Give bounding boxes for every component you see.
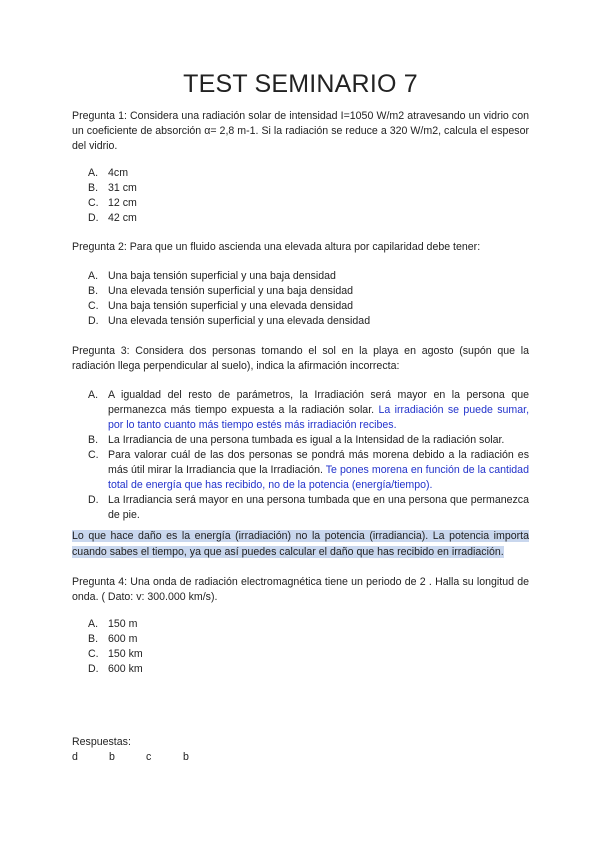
answers-section <box>72 735 529 765</box>
answers-label: Respuestas: <box>72 736 131 748</box>
answer-1: d <box>72 751 78 763</box>
question-2-option-c: C. Una baja tensión superficial y una elevada densidad <box>88 300 354 312</box>
question-3-option-d: D. La Irradiancia será mayor en una persona tumbada que en una persona que permanezca de pie. <box>88 494 529 521</box>
highlighted-note <box>72 528 529 560</box>
question-3-option-c: C. Para valorar cuál de las dos personas se pondrá más morena debido a la radiación es más útil mirar la Irradiancia que la Irradiación. Te pones morena en función de la cantidad total de energía que has recibido, no de la potencia (energía/tiempo). <box>88 449 529 491</box>
highlighted-note-text: Lo que hace daño es la energía (irradiación) no la potencia (irradiancia). La potencia importa cuando sabes el tiempo, ya que así puedes calcular el daño que has recibido en irradiación. <box>72 530 529 558</box>
question-4-text: Pregunta 4: Una onda de radiación electromagnética tiene un periodo de 2 . Halla su longitud de onda. ( Dato: v: 300.000 km/s). <box>72 576 529 603</box>
answers-list <box>72 750 529 765</box>
question-1-option-b: B. 31 cm <box>88 182 137 194</box>
question-3-option-b: B. La Irradiancia de una persona tumbada es igual a la Intensidad de la radiación solar. <box>88 434 505 446</box>
question-3-option-c-comment: Te pones morena en función de la cantidad total de energía que has recibido, no de la potencia (energía/tiempo). <box>108 464 529 491</box>
question-3-option-a: A. A igualdad del resto de parámetros, la Irradiación será mayor en la persona que permanezca más tiempo expuesta a la radiación solar. La irradiación se puede sumar, por lo tanto cuanto más tiempo estés más irradiación recibes. <box>88 389 530 431</box>
question-1-option-d: D. 42 cm <box>88 212 137 224</box>
question-2-option-a: A. Una baja tensión superficial y una baja densidad <box>88 270 336 282</box>
question-4-option-d: D. 600 km <box>88 663 143 675</box>
document-title: TEST SEMINARIO 7 <box>183 70 418 98</box>
question-1-option-a: A. 4cm <box>88 167 129 179</box>
question-4-options <box>88 617 529 677</box>
question-1-options <box>88 166 529 226</box>
question-3-options <box>88 388 529 523</box>
question-4-option-c: C. 150 km <box>88 648 143 660</box>
question-4-option-a: A. 150 m <box>88 618 138 630</box>
question-2-option-b: B. Una elevada tensión superficial y una baja densidad <box>88 285 354 297</box>
question-1-option-c: C. 12 cm <box>88 197 137 209</box>
question-2-options <box>88 269 529 329</box>
question-3-text: Pregunta 3: Considera dos personas tomando el sol en la playa en agosto (supón que la radiación llega perpendicular al suelo), indica la afirmación incorrecta: <box>72 345 529 372</box>
question-2-text: Pregunta 2: Para que un fluido ascienda una elevada altura por capilaridad debe tener: <box>72 241 481 253</box>
answer-2: b <box>109 751 115 763</box>
answer-3: c <box>146 751 152 763</box>
question-1-text: Pregunta 1: Considera una radiación solar de intensidad I=1050 W/m2 atravesando un vidrio con un coeficiente de absorción α= 2,8 m-1. Si la radiación se reduce a 320 W/m2, calcula el espesor del vidrio. <box>72 110 529 152</box>
question-3-option-a-comment: La irradiación se puede sumar, por lo tanto cuanto más tiempo estés más irradiación recibes. <box>108 404 530 431</box>
question-2-option-d: D. Una elevada tensión superficial y una elevada densidad <box>88 315 371 327</box>
answer-4: b <box>183 751 189 763</box>
question-4-option-b: B. 600 m <box>88 633 138 645</box>
